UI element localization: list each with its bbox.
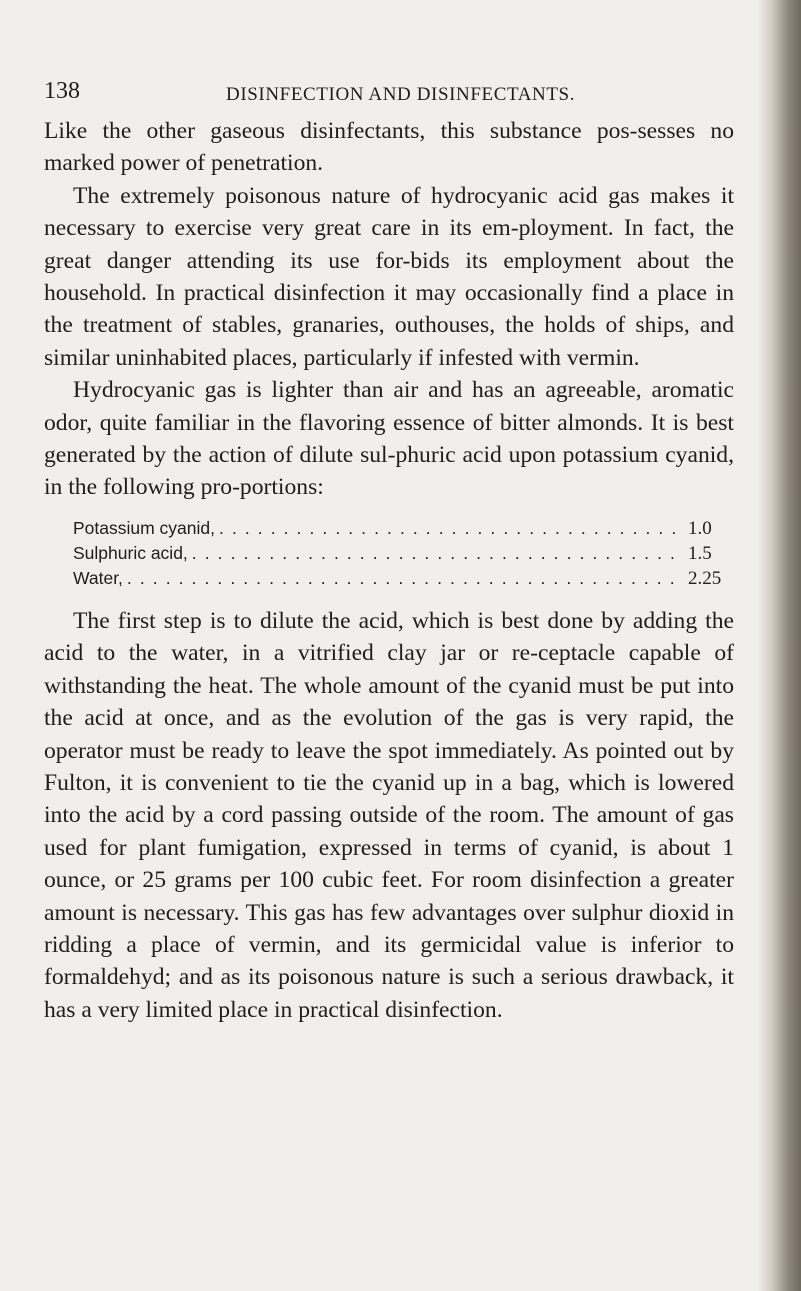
leader-dots: [192, 541, 682, 565]
paragraph-penetration: Like the other gaseous disinfectants, this substance pos-sesses no marked power of penetration.: [44, 118, 734, 177]
book-page: [44, 78, 734, 1026]
paragraph-generation: Hydrocyanic gas is lighter than air and has an agreeable, aromatic odor, quite familiar in the flavoring essence of bitter almonds. It is best generated by the action of dilute sul-phuric acid upon potassium cyanid, in the following pro-portions:: [44, 377, 734, 501]
paragraph-procedure: The first step is to dilute the acid, which is best done by adding the acid to the water, in a vitrified clay jar or re-ceptacle capable of withstanding the heat. The whole amount of the cyanid must be put into the acid at once, and as the evolution of the gas is very rapid, the operator must be ready to leave the spot immediately. As pointed out by Fulton, it is convenient to tie the cyanid up in a bag, which is lowered into the acid by a cord passing outside of the room. The amount of gas used for plant fumigation, expressed in terms of cyanid, is about 1 ounce, or 25 grams per 100 cubic feet. For room disinfection a greater amount is necessary. This gas has few advantages over sulphur dioxid in ridding a place of vermin, and its germicidal value is inferior to formaldehyd; and as its poisonous nature is such a serious drawback, it has a very limited place in practical disinfection.: [44, 607, 734, 1023]
page-edge-shadow: [757, 0, 801, 1291]
proportions-row: [73, 541, 734, 566]
running-head: [44, 78, 734, 114]
ingredient-quantity: 1.5: [688, 542, 712, 564]
proportions-table: [44, 516, 734, 591]
ingredient-name: Water,: [73, 567, 123, 588]
leader-dots: [127, 566, 682, 590]
proportions-row: [73, 516, 734, 541]
paragraph-poisonous-nature: The extremely poisonous nature of hydrocyanic acid gas makes it necessary to exercise very great care in its em-ployment. In fact, the great danger attending its use for-bids its employment about the household. In practical disinfection it may occasionally find a place in the treatment of stables, granaries, outhouses, the holds of ships, and similar uninhabited places, particularly if infested with vermin.: [44, 182, 734, 371]
leader-dots: [219, 516, 682, 540]
ingredient-name: Sulphuric acid,: [73, 542, 188, 563]
proportions-row: [73, 566, 734, 591]
ingredient-name: Potassium cyanid,: [73, 517, 216, 538]
ingredient-quantity: 1.0: [688, 517, 712, 539]
page-number: 138: [44, 78, 80, 104]
ingredient-quantity: 2.25: [688, 567, 722, 589]
running-head-title: DISINFECTION AND DISINFECTANTS.: [226, 84, 576, 105]
